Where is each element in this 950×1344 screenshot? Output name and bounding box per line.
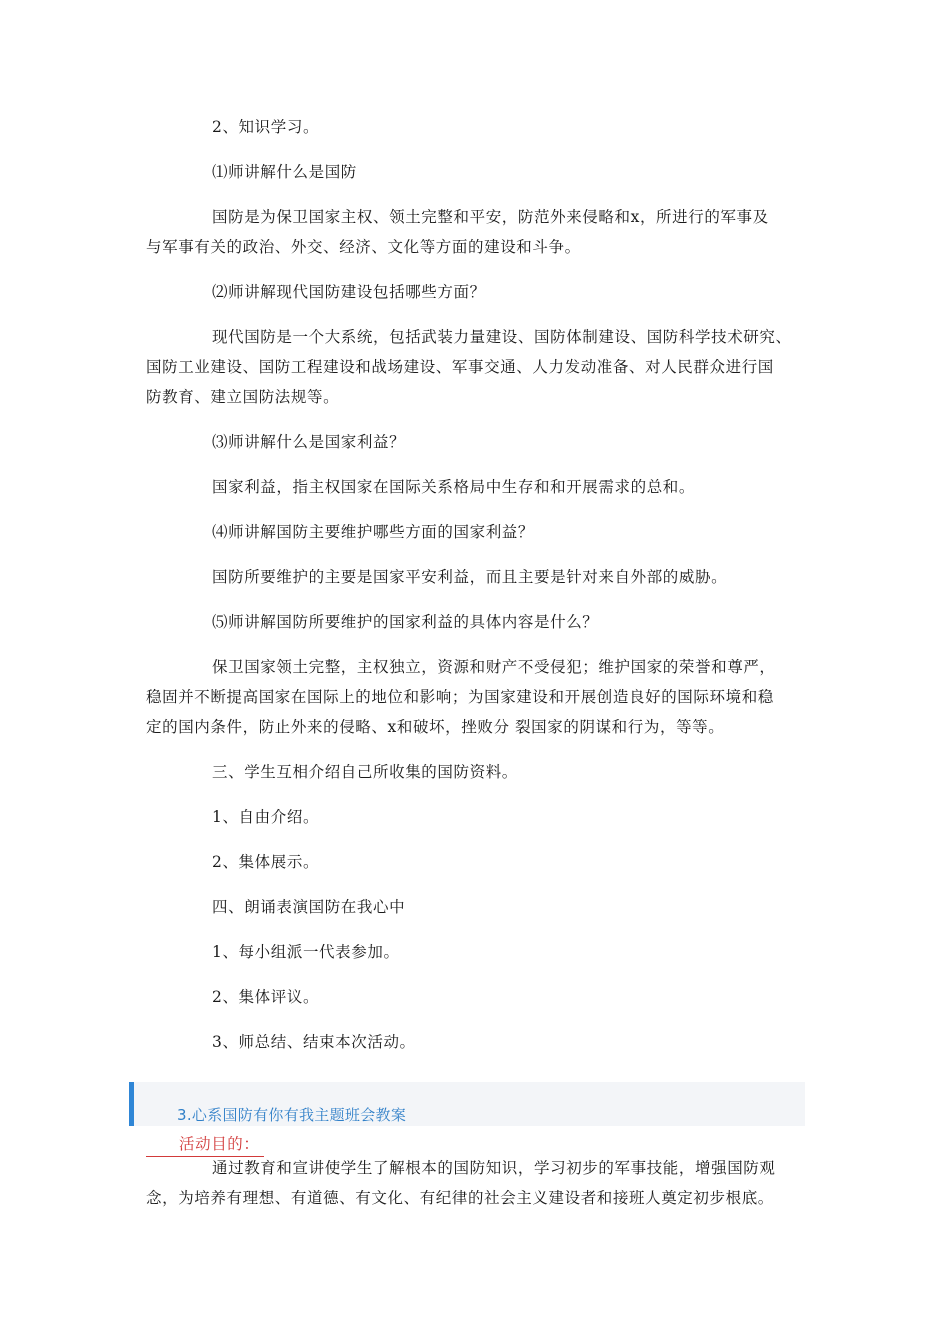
section-accent-bar — [129, 1082, 134, 1126]
list-item: 3、师总结、结束本次活动。 — [212, 1033, 416, 1051]
answer-3: 国家利益，指主权国家在国际关系格局中生存和和开展需求的总和。 — [212, 478, 696, 496]
question-2: ⑵师讲解现代国防建设包括哪些方面？ — [212, 283, 486, 301]
answer-5-line-2: 稳固并不断提高国家在国际上的地位和影响；为国家建设和开展创造良好的国际环境和稳 — [146, 688, 774, 706]
heading-section-4: 四、朗诵表演国防在我心中 — [212, 898, 406, 916]
list-item: 2、集体展示。 — [212, 853, 320, 871]
list-item: 1、每小组派一代表参加。 — [212, 943, 400, 961]
question-3: ⑶师讲解什么是国家利益？ — [212, 433, 406, 451]
answer-1-line-1: 国防是为保卫国家主权、领土完整和平安，防范外来侵略和x，所进行的军事及 — [212, 208, 769, 226]
question-1: ⑴师讲解什么是国防 — [212, 163, 357, 181]
question-5: ⑸师讲解国防所要维护的国家利益的具体内容是什么？ — [212, 613, 599, 631]
purpose-label: 活动目的： — [179, 1135, 260, 1153]
answer-2-line-3: 防教育、建立国防法规等。 — [146, 388, 340, 406]
purpose-label-underline — [146, 1134, 264, 1157]
section-title: 3.心系国防有你有我主题班会教案 — [177, 1106, 407, 1124]
answer-2-line-1: 现代国防是一个大系统，包括武装力量建设、国防体制建设、国防科学技术研究、 — [212, 328, 792, 346]
question-4: ⑷师讲解国防主要维护哪些方面的国家利益？ — [212, 523, 535, 541]
heading-section-3: 三、学生互相介绍自己所收集的国防资料。 — [212, 763, 518, 781]
section-header — [129, 1082, 805, 1126]
purpose-body-line-1: 通过教育和宣讲使学生了解根本的国防知识，学习初步的军事技能，增强国防观 — [212, 1159, 776, 1177]
list-item: 2、集体评议。 — [212, 988, 320, 1006]
heading-knowledge-study: 2、知识学习。 — [212, 118, 320, 136]
list-item: 1、自由介绍。 — [212, 808, 320, 826]
answer-1-line-2: 与军事有关的政治、外交、经济、文化等方面的建设和斗争。 — [146, 238, 581, 256]
answer-2-line-2: 国防工业建设、国防工程建设和战场建设、军事交通、人力发动准备、对人民群众进行国 — [146, 358, 774, 376]
answer-4: 国防所要维护的主要是国家平安利益，而且主要是针对来自外部的威胁。 — [212, 568, 728, 586]
answer-5-line-3: 定的国内条件，防止外来的侵略、x和破坏，挫败分 裂国家的阴谋和行为，等等。 — [146, 718, 725, 736]
answer-5-line-1: 保卫国家领土完整，主权独立，资源和财产不受侵犯；维护国家的荣誉和尊严， — [212, 658, 776, 676]
purpose-body-line-2: 念，为培养有理想、有道德、有文化、有纪律的社会主义建设者和接班人奠定初步根底。 — [146, 1189, 774, 1207]
